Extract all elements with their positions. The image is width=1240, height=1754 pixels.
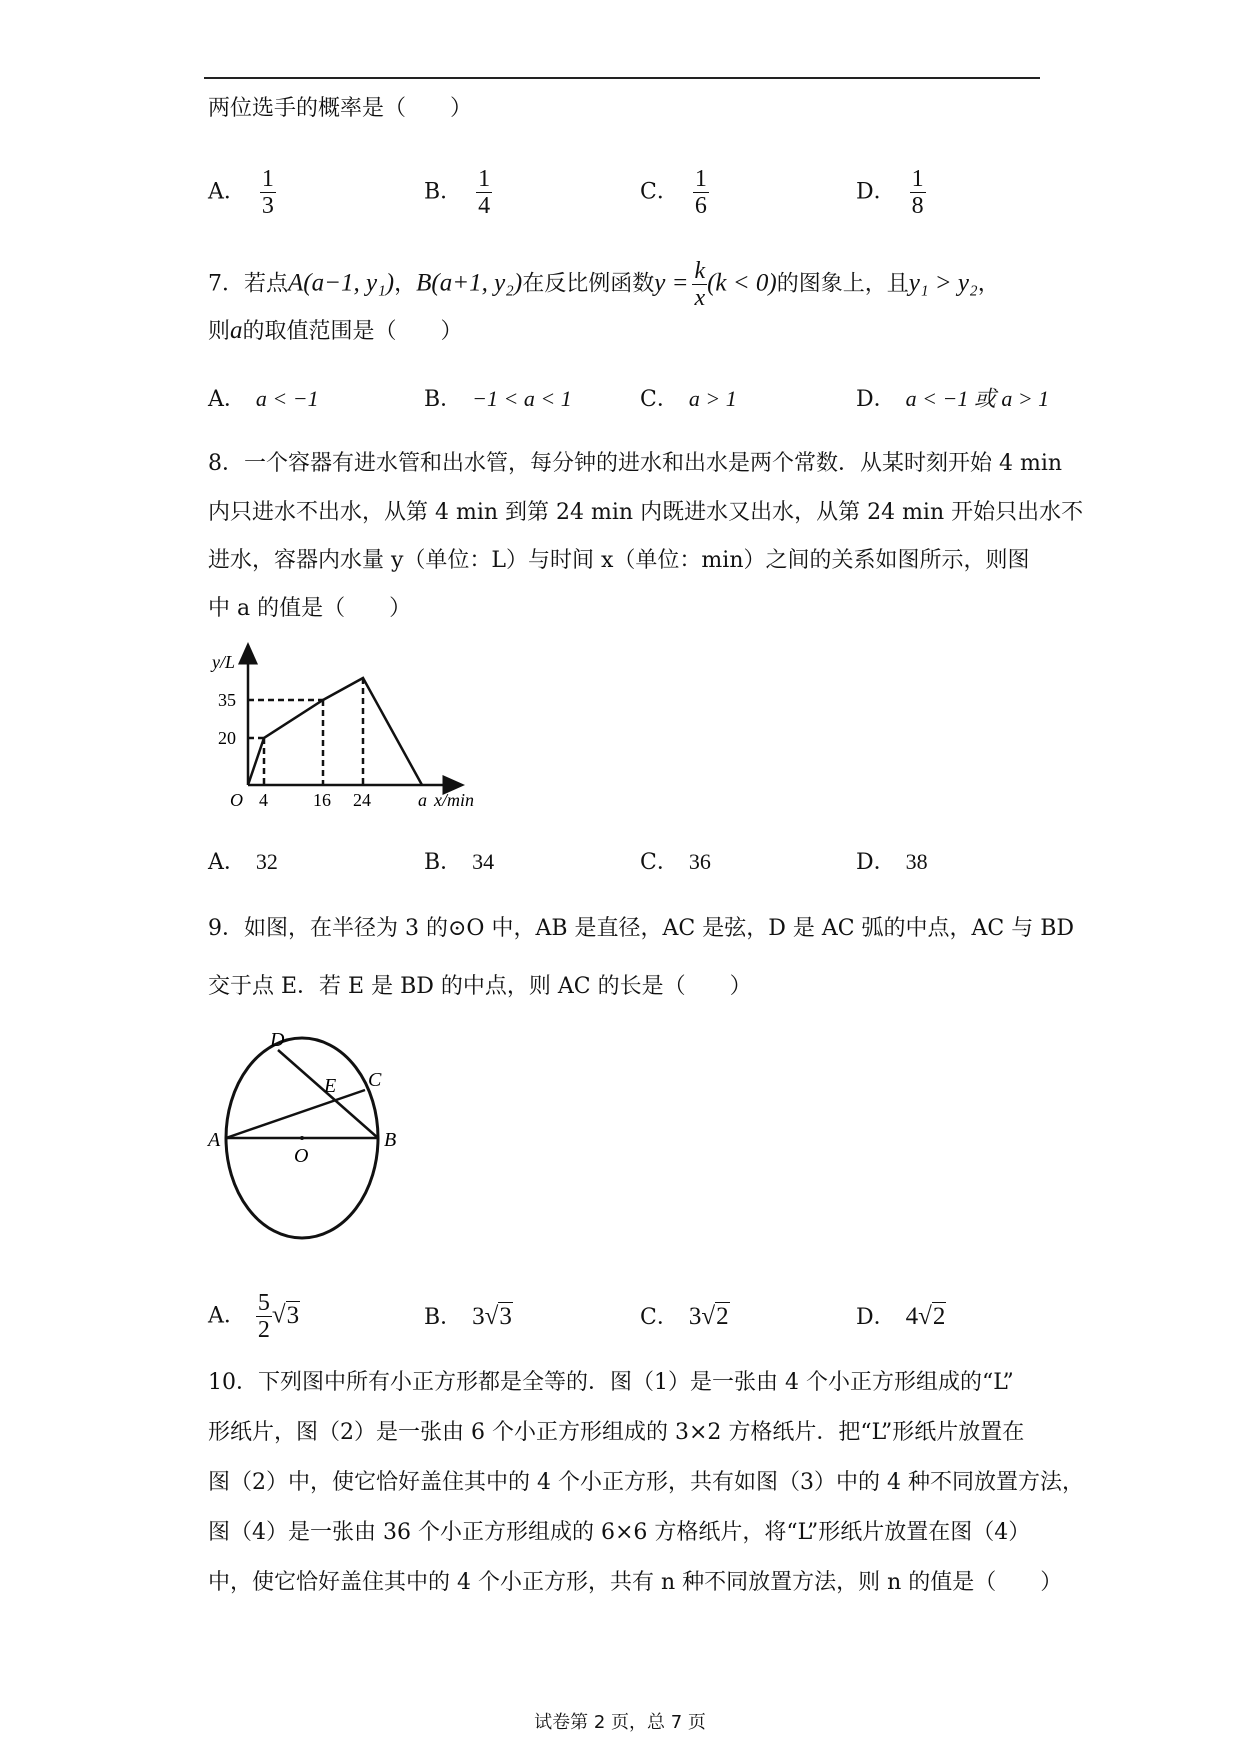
header-rule: [204, 77, 1040, 79]
q9-option-b[interactable]: B． 3√3: [424, 1303, 512, 1330]
q9-option-d[interactable]: D． 4√2: [856, 1303, 946, 1330]
label-o: O: [294, 1145, 309, 1167]
circle-diagram: [200, 1030, 420, 1250]
q10-stem-line1: 10．下列图中所有小正方形都是全等的．图（1）是一张由 4 个小正方形组成的“L”: [208, 1370, 1014, 1395]
q10-stem-line3: 图（2）中，使它恰好盖住其中的 4 个小正方形，共有如图（3）中的 4 种不同放置方法，: [208, 1470, 1084, 1495]
y-tick-35: 35: [218, 690, 236, 710]
q10-stem-line4: 图（4）是一张由 36 个小正方形组成的 6×6 方格纸片，将“L”形纸片放置在图（4）: [208, 1520, 1031, 1545]
sqrt: √3: [271, 1301, 300, 1329]
q6-option-a[interactable]: A． $\frac{1}{3}$: [208, 166, 274, 219]
label-b: B: [384, 1129, 397, 1151]
q7-option-b[interactable]: B． −1 < a < 1: [424, 386, 572, 412]
y-tick-20: 20: [218, 728, 236, 748]
x-tick-24: 24: [353, 790, 371, 810]
q6-option-b[interactable]: B． $\frac{1}{4}$: [424, 166, 491, 219]
water-volume-graph: [200, 640, 500, 810]
q8-stem-line4: 中 a 的值是（ ）: [208, 596, 412, 621]
fraction: $\frac{1}{4}$: [478, 166, 491, 219]
q7-option-a[interactable]: A． a < −1: [208, 386, 319, 412]
x-tick-4: 4: [259, 790, 268, 810]
fraction: $\frac{1}{3}$: [261, 166, 274, 219]
q7-option-c[interactable]: C． a > 1: [640, 386, 737, 412]
y-axis-label: y/L: [212, 652, 236, 672]
q8-stem-line2: 内只进水不出水，从第 4 min 到第 24 min 内既进水又出水，从第 24 min 开始只出水不: [208, 500, 1084, 525]
fraction: $\frac{1}{8}$: [911, 166, 924, 219]
q7-option-d[interactable]: D． a < −1 或 a > 1: [856, 386, 1050, 412]
sqrt: 3√3: [472, 1303, 512, 1330]
q8-option-b[interactable]: B． 34: [424, 849, 495, 875]
q10-stem-line5: 中，使它恰好盖住其中的 4 个小正方形，共有 n 种不同放置方法，则 n 的值是（ ）: [208, 1570, 1063, 1595]
fraction: $\frac{k}{x}$: [694, 258, 706, 311]
label-e: E: [324, 1075, 337, 1097]
q8-stem-line3: 进水，容器内水量 y（单位：L）与时间 x（单位：min）之间的关系如图所示，则图: [208, 548, 1030, 573]
q8-stem-line1: 8．一个容器有进水管和出水管，每分钟的进水和出水是两个常数．从某时刻开始 4 min: [208, 451, 1063, 476]
q9-option-a[interactable]: A． $\frac{5}{2}$ √3: [208, 1290, 300, 1343]
origin-label: O: [230, 790, 243, 810]
label-d: D: [270, 1030, 285, 1051]
chord-ac: [226, 1090, 365, 1138]
q8-option-a[interactable]: A． 32: [208, 849, 278, 875]
q6-option-d[interactable]: D． $\frac{1}{8}$: [856, 166, 924, 219]
q9-stem-line2: 交于点 E．若 E 是 BD 的中点，则 AC 的长是（ ）: [208, 974, 752, 999]
q7-stem-line2: 则a的取值范围是（ ）: [208, 317, 463, 344]
x-tick-a: a: [418, 790, 427, 810]
q10-stem-line2: 形纸片，图（2）是一张由 6 个小正方形组成的 3×2 方格纸片．把“L”形纸片放置在: [208, 1420, 1025, 1445]
q9-stem-line1: 9．如图，在半径为 3 的⊙O 中，AB 是直径，AC 是弦，D 是 AC 弧的中点，AC 与 BD: [208, 916, 1075, 941]
q6-stem-tail: 两位选手的概率是（ ）: [208, 96, 473, 121]
volume-line: [248, 678, 422, 785]
fraction: $\frac{5}{2}$: [257, 1290, 270, 1343]
page-footer: 试卷第 2 页，总 7 页: [534, 1712, 706, 1733]
q6-option-c[interactable]: C． $\frac{1}{6}$: [640, 166, 707, 219]
sqrt: 3√2: [688, 1303, 729, 1330]
q7-stem-line1: 7．若点A(a−1, y₁)，B(a+1, y₂)在反比例函数y = $\frac{k}{x}$ (k < 0)的图象上，且y₁ > y₂，: [208, 258, 1000, 311]
sqrt: 4√2: [905, 1303, 946, 1330]
x-tick-16: 16: [313, 790, 331, 810]
label-a: A: [208, 1129, 221, 1151]
fraction: $\frac{1}{6}$: [694, 166, 707, 219]
q8-option-d[interactable]: D． 38: [856, 849, 928, 875]
center-point: [300, 1136, 304, 1140]
q9-option-c[interactable]: C． 3√2: [640, 1303, 729, 1330]
q8-option-c[interactable]: C． 36: [640, 849, 711, 875]
label-c: C: [368, 1069, 382, 1091]
x-axis-label: x/min: [434, 790, 474, 810]
